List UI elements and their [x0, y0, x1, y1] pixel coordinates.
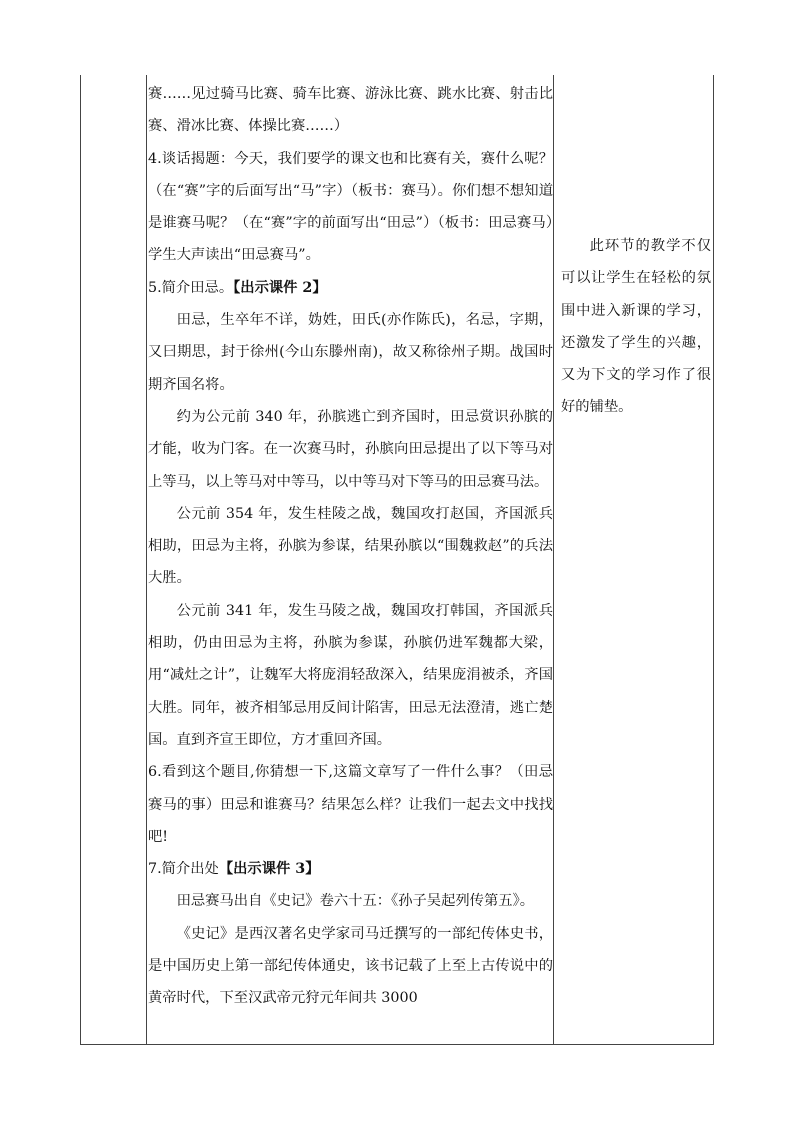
- step-label: 7.简介出处: [148, 861, 219, 878]
- paragraph-tianji-bio: 田忌，生卒年不详，妫姓，田氏(亦作陈氏)，名忌，字期，又曰期思，封于徐州(今山东滕州南)，故又称徐州子期。战国时期齐国名将。: [148, 312, 553, 393]
- paragraph-guess: 6.看到这个题目,你猜想一下,这篇文章写了一件什么事？（田忌赛马的事）田忌和谁赛马？结果怎么样？让我们一起去文中找找吧!: [148, 764, 553, 845]
- paragraph-source: 田忌赛马出自《史记》卷六十五：《孙子吴起列传第五》。: [176, 893, 535, 910]
- paragraph-sunbin: 约为公元前 340 年，孙膑逃亡到齐国时，田忌赏识孙膑的才能，收为门客。在一次赛马时，孙膑向田忌提出了以下等马对上等马，以上等马对中等马，以中等马对下等马的田忌赛马法。: [148, 408, 553, 490]
- paragraph-guiling: 公元前 354 年，发生桂陵之战，魏国攻打赵国，齐国派兵相助，田忌为主将，孙膑为参谋，结果孙膑以“围魏救赵”的兵法大胜。: [148, 505, 553, 587]
- table-border-col2: [553, 75, 554, 1045]
- paragraph-source-intro: [148, 853, 553, 885]
- table-border-col1: [146, 75, 147, 1045]
- design-intent-cell: 此环节的教学不仅可以让学生在轻松的氛围中进入新课的学习，还激发了学生的兴趣，又为下文的学习作了很好的铺垫。: [561, 238, 711, 416]
- paragraph-reveal-title: 4.谈话揭题：今天，我们要学的课文也和比赛有关，赛什么呢？（在“赛”字的后面写出“马”字）（板书：赛马）。你们想不想知道是谁赛马呢？（在“赛”字的前面写出“田忌”）（板书：田忌赛马）学生大声读出“田忌赛马”。: [148, 150, 553, 264]
- table-border-left: [80, 75, 81, 1045]
- courseware-label: 【出示课件 2】: [233, 279, 327, 296]
- paragraph-intro-tianji: [148, 272, 553, 304]
- table-border-right: [713, 75, 714, 1045]
- step-label: 5.简介田忌。: [148, 279, 234, 296]
- paragraph-shiji: 《史记》是西汉著名史学家司马迁撰写的一部纪传体史书，是中国历史上第一部纪传体通史，该书记载了上至上古传说中的黄帝时代，下至汉武帝元狩元年间共 3000: [148, 925, 553, 1007]
- paragraph-competitions: 赛……见过骑马比赛、骑车比赛、游泳比赛、跳水比赛、射击比赛、滑冰比赛、体操比赛……）: [148, 86, 553, 135]
- courseware-label: 【出示课件 3】: [218, 861, 320, 878]
- paragraph-maling: 公元前 341 年，发生马陵之战，魏国攻打韩国，齐国派兵相助，仍由田忌为主将，孙膑为参谋，孙膑仍进军魏都大梁，用“减灶之计”，让魏军大将庞涓轻敌深入，结果庞涓被杀，齐国大胜。同年，被齐相邹忌用反间计陷害，田忌无法澄清，逃亡楚国。直到齐宣王即位，方才重回齐国。: [148, 602, 553, 748]
- teaching-process-cell: [148, 78, 553, 1015]
- table-border-bottom: [80, 1044, 713, 1045]
